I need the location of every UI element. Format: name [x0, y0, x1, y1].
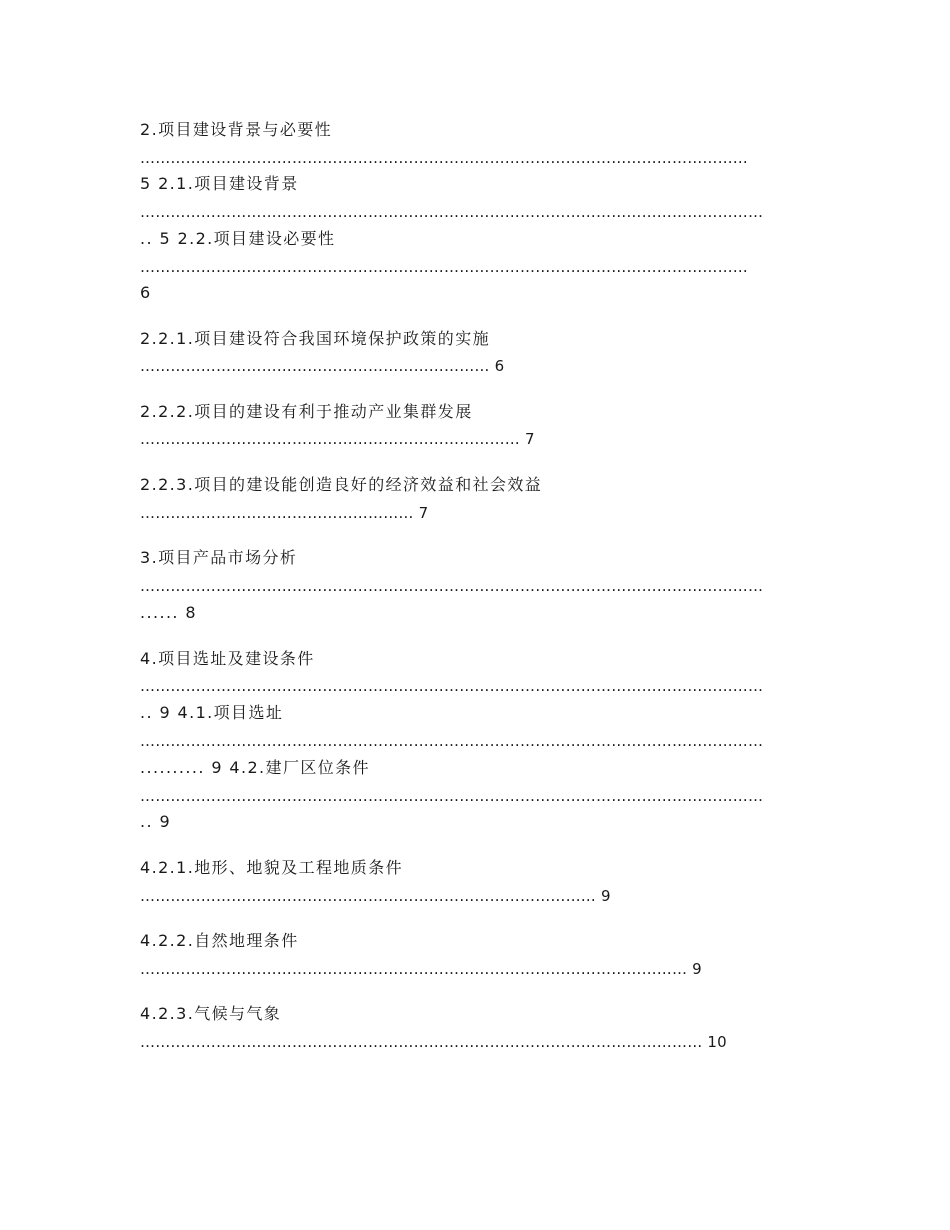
toc-heading-2-2-2: 2.2.2.项目的建设有利于推动产业集群发展: [140, 402, 473, 421]
toc-heading-2-2-3: 2.2.3.项目的建设能创造良好的经济效益和社会效益: [140, 475, 543, 494]
toc-entry-2-2: .. 5 2.2.项目建设必要性: [140, 229, 336, 248]
toc-entry-4-2: .......... 9 4.2.建厂区位条件: [140, 758, 370, 777]
toc-heading-3: 3.项目产品市场分析: [140, 548, 298, 567]
toc-leader: ………………………………………………………………… 7: [140, 430, 535, 448]
toc-leader: ……………………………………………………………………………………………… 9: [140, 960, 702, 978]
toc-heading-4: 4.项目选址及建设条件: [140, 649, 315, 668]
toc-leader: ……………………………………………………………………………………………………………: [140, 677, 764, 695]
toc-entry-2-1: 5 2.1.项目建设背景: [140, 174, 299, 193]
toc-heading-2: 2.项目建设背景与必要性: [140, 120, 333, 139]
toc-page-number: .. 9: [140, 812, 172, 831]
toc-leader: ……………………………………………………………………………… 9: [140, 887, 611, 905]
toc-leader: ……………………………………………………………………………………………………………: [140, 203, 764, 221]
toc-leader: ………………………………………………………………………………………………… 10: [140, 1033, 727, 1051]
toc-heading-2-2-1: 2.2.1.项目建设符合我国环境保护政策的实施: [140, 329, 490, 348]
toc-leader: …………………………………………………………… 6: [140, 357, 505, 375]
toc-heading-4-2-2: 4.2.2.自然地理条件: [140, 931, 299, 950]
toc-leader: ……………………………………………………………………………………………………………: [140, 732, 764, 750]
toc-page-number: ...... 8: [140, 603, 197, 622]
toc-leader: …………………………………………………………………………………………………………: [140, 149, 748, 167]
toc-heading-4-2-1: 4.2.1.地形、地貌及工程地质条件: [140, 858, 403, 877]
toc-heading-4-2-3: 4.2.3.气候与气象: [140, 1004, 282, 1023]
toc-leader: ……………………………………………… 7: [140, 504, 429, 522]
toc-entry-4-1: .. 9 4.1.项目选址: [140, 703, 284, 722]
toc-leader: …………………………………………………………………………………………………………: [140, 258, 748, 276]
toc-leader: ……………………………………………………………………………………………………………: [140, 787, 764, 805]
toc-leader: ……………………………………………………………………………………………………………: [140, 577, 764, 595]
toc-page-number: 6: [140, 283, 152, 302]
